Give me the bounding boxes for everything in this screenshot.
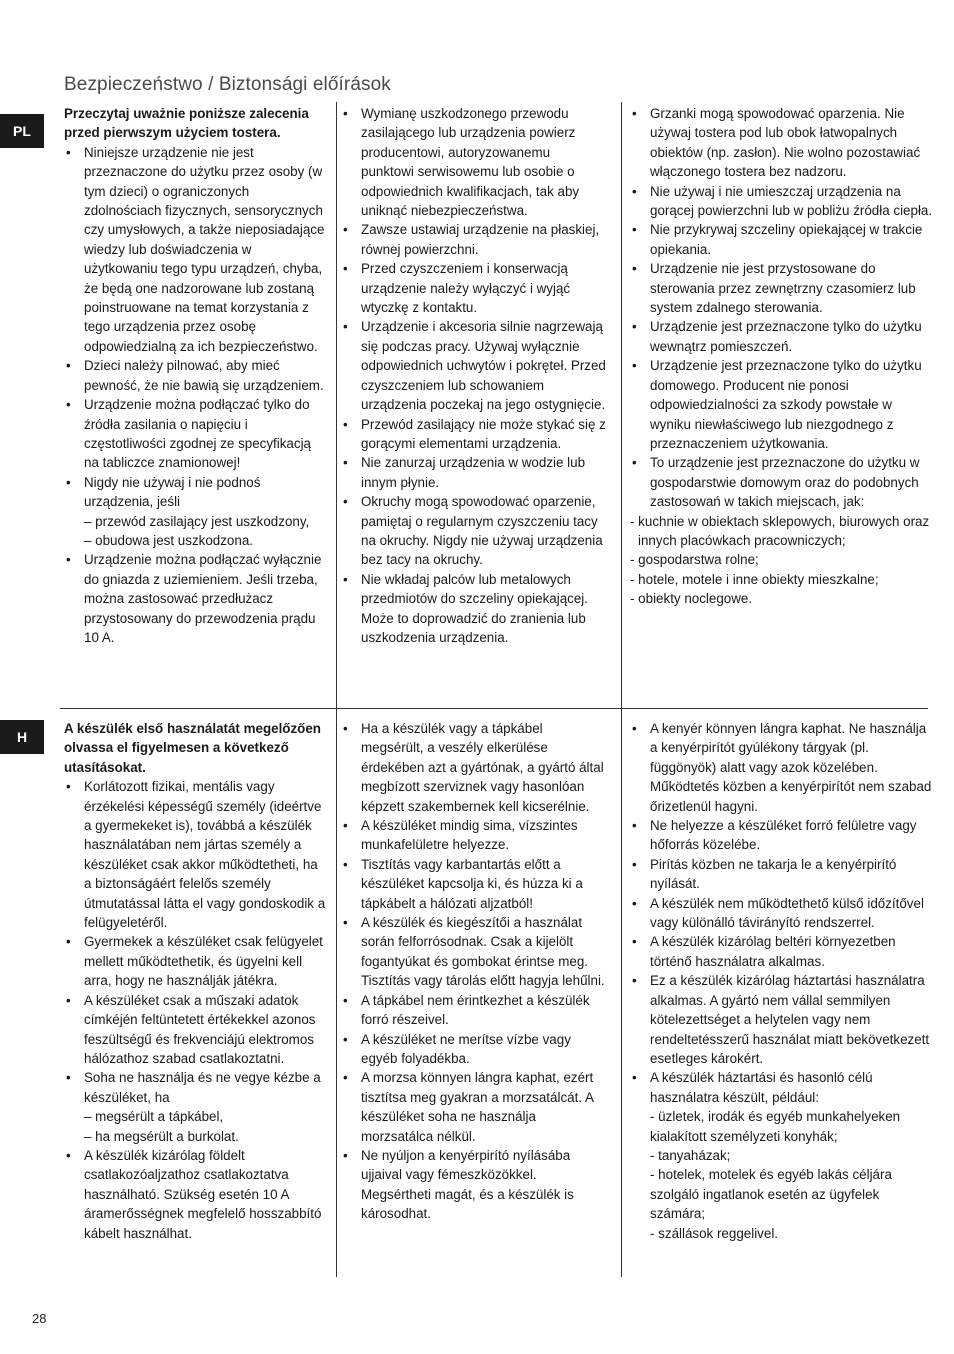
list-item: • Gyermekek a készüléket csak felügyelet mellett működtethetik, és ügyelni kell arra, hogy ne használják játékra. [64, 932, 328, 990]
hu-column-1 [64, 709, 328, 1277]
list-item: • A készüléket ne merítse vízbe vagy egyéb folyadékba. [341, 1030, 606, 1069]
list-item: • Pirítás közben ne takarja le a kenyérpirító nyílását. [630, 855, 935, 894]
list-item [64, 473, 328, 551]
sub-item: - obiekty noclegowe. [630, 591, 753, 607]
list-item: • Urządzenie nie jest przystosowane do sterowania przez zewnętrzny czasomierz lub system zdalnego sterowania. [630, 259, 935, 317]
pl-intro: Przeczytaj uważnie poniższe zalecenia przed pierwszym użyciem tostera. [64, 106, 309, 141]
hu-column-3 [621, 709, 935, 1277]
list-item: • Nie używaj i nie umieszczaj urządzenia na gorącej powierzchni lub w pobliżu źródła ciepła. [630, 182, 935, 221]
list-item: • A kenyér könnyen lángra kaphat. Ne használja a kenyérpirítót gyúlékony tárgyak (pl. függönyök) alatt vagy azok közelében. Működtetés közben a kenyérpirítót nem szabad őrizetlenül hagyni. [630, 719, 935, 816]
list-item: • Dzieci należy pilnować, aby mieć pewność, że nie bawią się urządzeniem. [64, 356, 328, 395]
list-item: • Urządzenie jest przeznaczone tylko do użytku domowego. Producent nie ponosi odpowiedzialności za szkody powstałe w wyniku niewłaściwego lub niezgodnego z przeznaczeniem użytkowania. [630, 356, 935, 453]
list-item: • Tisztítás vagy karbantartás előtt a készüléket kapcsolja ki, és húzza ki a tápkábelt a hálózati aljzatból! [341, 855, 606, 913]
pl-list-1 [64, 143, 328, 648]
list-item: • Ez a készülék kizárólag háztartási használatra alkalmas. A gyártó nem vállal semmilyen kötelezettséget a helytelen vagy nem rendeltetésszerű használat miatt bekövetkezett esetleges károkért. [630, 971, 935, 1068]
list-item: • Ne nyúljon a kenyérpirító nyílásába ujjaival vagy fémeszközökkel. Megsértheti magát, és a készülék is károsodhat. [341, 1146, 606, 1224]
language-tab-hu: H [0, 720, 44, 754]
list-item: • Urządzenie można podłączać tylko do źródła zasilania o napięciu i częstotliwości zgodnej ze specyfikacją na tabliczce znamionowej! [64, 395, 328, 473]
list-item: • A készülék kizárólag földelt csatlakozóaljzathoz csatlakoztatva használható. Szükség esetén 10 A áramerősségnek megfelelő hosszabbító kábelt használhat. [64, 1146, 328, 1243]
hu-column-2 [336, 709, 606, 1277]
pl-column-1 [64, 102, 328, 708]
list-item: • Nie zanurzaj urządzenia w wodzie lub innym płynie. [341, 453, 606, 492]
sub-item: - gospodarstwa rolne; [630, 552, 759, 568]
list-item: • Przed czyszczeniem i konserwacją urządzenie należy wyłączyć i wyjąć wtyczkę z kontaktu. [341, 259, 606, 317]
sub-item: - kuchnie w obiektach sklepowych, biurowych oraz innych placówkach pracowniczych; [630, 513, 930, 548]
list-item: • Okruchy mogą spowodować oparzenie, pamiętaj o regularnym czyszczeniu tacy na okruchy. Nigdy nie używaj urządzenia bez tacy na okruchy. [341, 492, 606, 570]
list-item: • Zawsze ustawiaj urządzenie na płaskiej, równej powierzchni. [341, 220, 606, 259]
list-item: • A készülék nem működtethető külső időzítővel vagy különálló távirányító rendszerrel. [630, 894, 935, 933]
list-item: • To urządzenie jest przeznaczone do użytku w gospodarstwie domowym oraz do podobnych zastosowań w takich miejscach, jak: [630, 453, 935, 511]
list-item: • Nie wkładaj palców lub metalowych przedmiotów do szczeliny opiekającej. Może to doprowadzić do zranienia lub uszkodzenia urządzenia. [341, 570, 606, 648]
section-polish [60, 102, 933, 708]
list-item: • Urządzenie jest przeznaczone tylko do użytku wewnątrz pomieszczeń. [630, 317, 935, 356]
list-item: • Niniejsze urządzenie nie jest przeznaczone do użytku przez osoby (w tym dzieci) o ograniczonych zdolnościach fizycznych, sensorycznych czy umysłowych, a także nieposiadające wiedzy lub doświadczenia w użytkowaniu tego typu urządzeń, chyba, że będą one nadzorowane lub zostaną poinstruowane na temat korzystania z tego urządzenia przez osobę odpowiedzialną za ich bezpieczeństwo. [64, 143, 328, 356]
list-item: • Ne helyezze a készüléket forró felületre vagy hőforrás közelébe. [630, 816, 935, 855]
sub-item: – obudowa jest uszkodzona. [84, 532, 253, 548]
list-item: • A készüléket mindig sima, vízszintes munkafelületre helyezze. [341, 816, 606, 855]
language-tab-pl: PL [0, 114, 44, 148]
sub-item: - hotelek, motelek és egyéb lakás céljára szolgáló ingatlanok esetén az ügyfelek számára; [650, 1167, 892, 1222]
list-item: • Ha a készülék vagy a tápkábel megsérült, a veszély elkerülése érdekében azt a gyártónak, a gyártó által megbízott szerviznek vagy hasonlóan képzett szakembernek kell kicserélnie. [341, 719, 606, 816]
sub-item: - szállások reggelivel. [650, 1225, 779, 1241]
list-item: • Wymianę uszkodzonego przewodu zasilającego lub urządzenia powierz producentowi, autoryzowanemu punktowi serwisowemu lub osobie o odpowiednich kwalifikacjach, tak aby uniknąć niebezpieczeństwa. [341, 104, 606, 220]
list-item: • A tápkábel nem érintkezhet a készülék forró részeivel. [341, 991, 606, 1030]
list-item: • Nie przykrywaj szczeliny opiekającej w trakcie opiekania. [630, 220, 935, 259]
sub-item: – przewód zasilający jest uszkodzony, [84, 513, 310, 529]
pl-column-2 [336, 102, 606, 708]
hu-list-3 [630, 719, 935, 1243]
list-item: • Grzanki mogą spowodować oparzenia. Nie używaj tostera pod lub obok łatwopalnych obiektów (np. zasłon). Nie wolno pozostawiać włączonego tostera bez nadzoru. [630, 104, 935, 182]
list-item: • A készüléket csak a műszaki adatok címkéjén feltüntetett értékekkel azonos feszültségű és frekvenciájú elektromos hálózathoz szabad csatlakoztatni. [64, 991, 328, 1069]
hu-intro: A készülék első használatát megelőzően olvassa el figyelmesen a következő utasításokat. [64, 721, 321, 775]
sub-item: - tanyaházak; [650, 1147, 731, 1163]
section-hungarian [60, 708, 932, 1277]
pl-list-2 [341, 104, 606, 647]
list-item-text: A készülék háztartási és hasonló célú használatra készült, például: [650, 1070, 873, 1105]
page-title: Bezpieczeństwo / Biztonsági előírások [64, 74, 391, 95]
page-number: 28 [32, 1311, 47, 1326]
list-item: • A morzsa könnyen lángra kaphat, ezért tisztítsa meg gyakran a morzsatálcát. A készüléket soha ne használja morzsatálca nélkül. [341, 1068, 606, 1146]
pl-column-3 [621, 102, 935, 708]
pl-list-3 [630, 104, 935, 512]
hu-list-2 [341, 719, 606, 1224]
list-item [630, 1068, 935, 1243]
list-item: • Korlátozott fizikai, mentális vagy érzékelési képességű személy (ideértve a gyermekeket is), továbbá a készülék használatában nem jártas személy a készüléket csak akkor működtetheti, ha a biztonságáért felelős személy útmutatással látta el vagy gondoskodik a felügyeletéről. [64, 777, 328, 932]
sub-item: - hotele, motele i inne obiekty mieszkalne; [630, 571, 879, 587]
sub-item: – ha megsérült a burkolat. [84, 1128, 239, 1144]
list-item: • A készülék és kiegészítői a használat során felforrósodnak. Csak a kijelölt fogantyúkat és gombokat érintse meg. Tisztítás vagy tárolás előtt hagyja lehűlni. [341, 913, 606, 991]
list-item: • Urządzenie i akcesoria silnie nagrzewają się podczas pracy. Używaj wyłącznie odpowiednich uchwytów i pokręteł. Przed czyszczeniem lub schowaniem urządzenia poczekaj na jego ostygnięcie. [341, 317, 606, 414]
sub-item: – megsérült a tápkábel, [84, 1109, 224, 1125]
list-item: • Przewód zasilający nie może stykać się z gorącymi elementami urządzenia. [341, 415, 606, 454]
list-item-text: Soha ne használja és ne vegye kézbe a készüléket, ha [84, 1070, 321, 1105]
list-item-text: Nigdy nie używaj i nie podnoś urządzenia, jeśli [84, 474, 261, 510]
list-item: • Urządzenie można podłączać wyłącznie do gniazda z uziemieniem. Jeśli trzeba, można zastosować przedłużacz przystosowany do przewodzenia prądu 10 A. [64, 550, 328, 647]
list-item [64, 1068, 328, 1146]
list-item: • A készülék kizárólag beltéri környezetben történő használatra alkalmas. [630, 932, 935, 971]
sub-item: - üzletek, irodák és egyéb munkahelyeken kialakított személyzeti konyhák; [650, 1109, 901, 1144]
hu-list-1 [64, 777, 328, 1243]
